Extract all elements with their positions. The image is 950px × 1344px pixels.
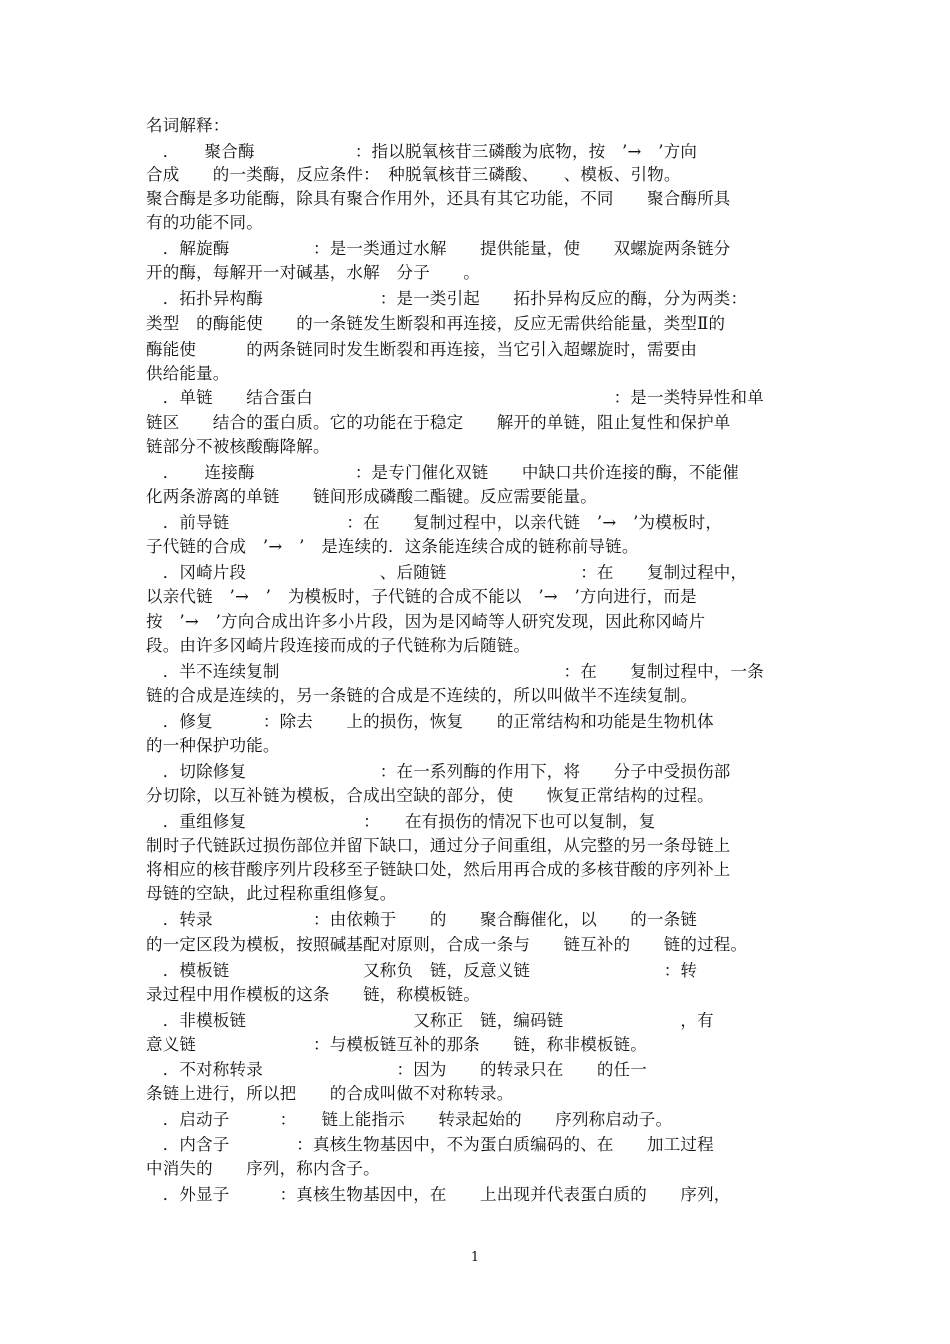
page-number: 1 (470, 1250, 480, 1265)
text-line: ．转录 ：由依赖于 的 聚合酶催化，以 的一条链 (146, 910, 698, 929)
text-line: ．单链 结合蛋白 ：是一类特异性和单 (146, 388, 764, 407)
text-line: ．模板链 又称负 链，反意义链 ：转 (146, 961, 698, 980)
text-line: 分切除，以互补链为模板，合成出空缺的部分，使 恢复正常结构的过程。 (146, 786, 714, 805)
text-line: 段。由许多冈崎片段连接而成的子代链称为后随链。 (146, 636, 531, 655)
text-line: 名词解释： (146, 116, 230, 135)
text-line: ．重组修复 ： 在有损伤的情况下也可以复制，复 (146, 812, 656, 831)
text-line: 的一定区段为模板，按照碱基配对原则，合成一条与 链互补的 链的过程。 (146, 935, 748, 954)
text-line: 开的酶，每解开一对碱基，水解 分子 。 (146, 263, 480, 282)
text-line: 中消失的 序列，称内含子。 (146, 1159, 380, 1178)
text-line: 聚合酶是多功能酶，除具有聚合作用外，还具有其它功能，不同 聚合酶所具 (146, 189, 731, 208)
text-line: ．半不连续复制 ：在 复制过程中，一条 (146, 662, 764, 681)
text-line: 酶能使 的两条链同时发生断裂和再连接，当它引入超螺旋时，需要由 (146, 340, 698, 359)
text-line: ．内含子 ：真核生物基因中，不为蛋白质编码的、在 加工过程 (146, 1135, 714, 1154)
text-line: 意义链 ：与模板链互补的那条 链，称非模板链。 (146, 1035, 647, 1054)
text-line: 类型 的酶能使 的一条链发生断裂和再连接，反应无需供给能量，类型Ⅱ的 (146, 314, 726, 333)
text-line: ． 连接酶 ：是专门催化双链 中缺口共价连接的酶，不能催 (146, 463, 739, 482)
text-line: ．冈崎片段 、后随链 ：在 复制过程中， (146, 563, 748, 582)
text-line: 按 ’→ ’方向合成出许多小片段，因为是冈崎等人研究发现，因此称冈崎片 (146, 612, 706, 631)
text-line: ． 聚合酶 ：指以脱氧核苷三磷酸为底物，按 ’→ ’方向 (146, 142, 698, 161)
text-line: 有的功能不同。 (146, 213, 263, 232)
text-line: 链部分不被核酸酶降解。 (146, 437, 330, 456)
text-line: 链的合成是连续的，另一条链的合成是不连续的，所以叫做半不连续复制。 (146, 686, 698, 705)
text-line: ．非模板链 又称正 链，编码链 ，有 (146, 1011, 714, 1030)
text-line: ．修复 ：除去 上的损伤，恢复 的正常结构和功能是生物机体 (146, 712, 714, 731)
text-line: ．切除修复 ：在一系列酶的作用下，将 分子中受损伤部 (146, 762, 731, 781)
text-line: 制时子代链跃过损伤部位并留下缺口，通过分子间重组，从完整的另一条母链上 (146, 836, 731, 855)
text-line: ．不对称转录 ：因为 的转录只在 的任一 (146, 1060, 647, 1079)
text-line: 母链的空缺，此过程称重组修复。 (146, 884, 397, 903)
text-line: 将相应的核苷酸序列片段移至子链缺口处，然后用再合成的多核苷酸的序列补上 (146, 860, 731, 879)
text-line: 子代链的合成 ’→ ’ 是连续的．这条能连续合成的链称前导链。 (146, 537, 639, 556)
text-line: ．前导链 ：在 复制过程中，以亲代链 ’→ ’为模板时， (146, 513, 723, 532)
text-line: ．启动子 ： 链上能指示 转录起始的 序列称启动子。 (146, 1110, 673, 1129)
text-line: 的一种保护功能。 (146, 736, 280, 755)
text-line: ．拓扑异构酶 ：是一类引起 拓扑异构反应的酶，分为两类： (146, 289, 748, 308)
text-line: 以亲代链 ’→ ’ 为模板时，子代链的合成不能以 ’→ ’方向进行，而是 (146, 587, 697, 606)
text-line: 供给能量。 (146, 364, 230, 383)
text-line: ．外显子 ：真核生物基因中，在 上出现并代表蛋白质的 序列， (146, 1185, 731, 1204)
text-line: ．解旋酶 ：是一类通过水解 提供能量，使 双螺旋两条链分 (146, 239, 731, 258)
text-line: 录过程中用作模板的这条 链，称模板链。 (146, 985, 480, 1004)
text-line: 合成 的一类酶，反应条件： 种脱氧核苷三磷酸、 、模板、引物。 (146, 165, 681, 184)
text-line: 条链上进行，所以把 的合成叫做不对称转录。 (146, 1084, 514, 1103)
text-line: 化两条游离的单链 链间形成磷酸二酯键。反应需要能量。 (146, 487, 597, 506)
text-line: 链区 结合的蛋白质。它的功能在于稳定 解开的单链，阻止复性和保护单 (146, 413, 731, 432)
